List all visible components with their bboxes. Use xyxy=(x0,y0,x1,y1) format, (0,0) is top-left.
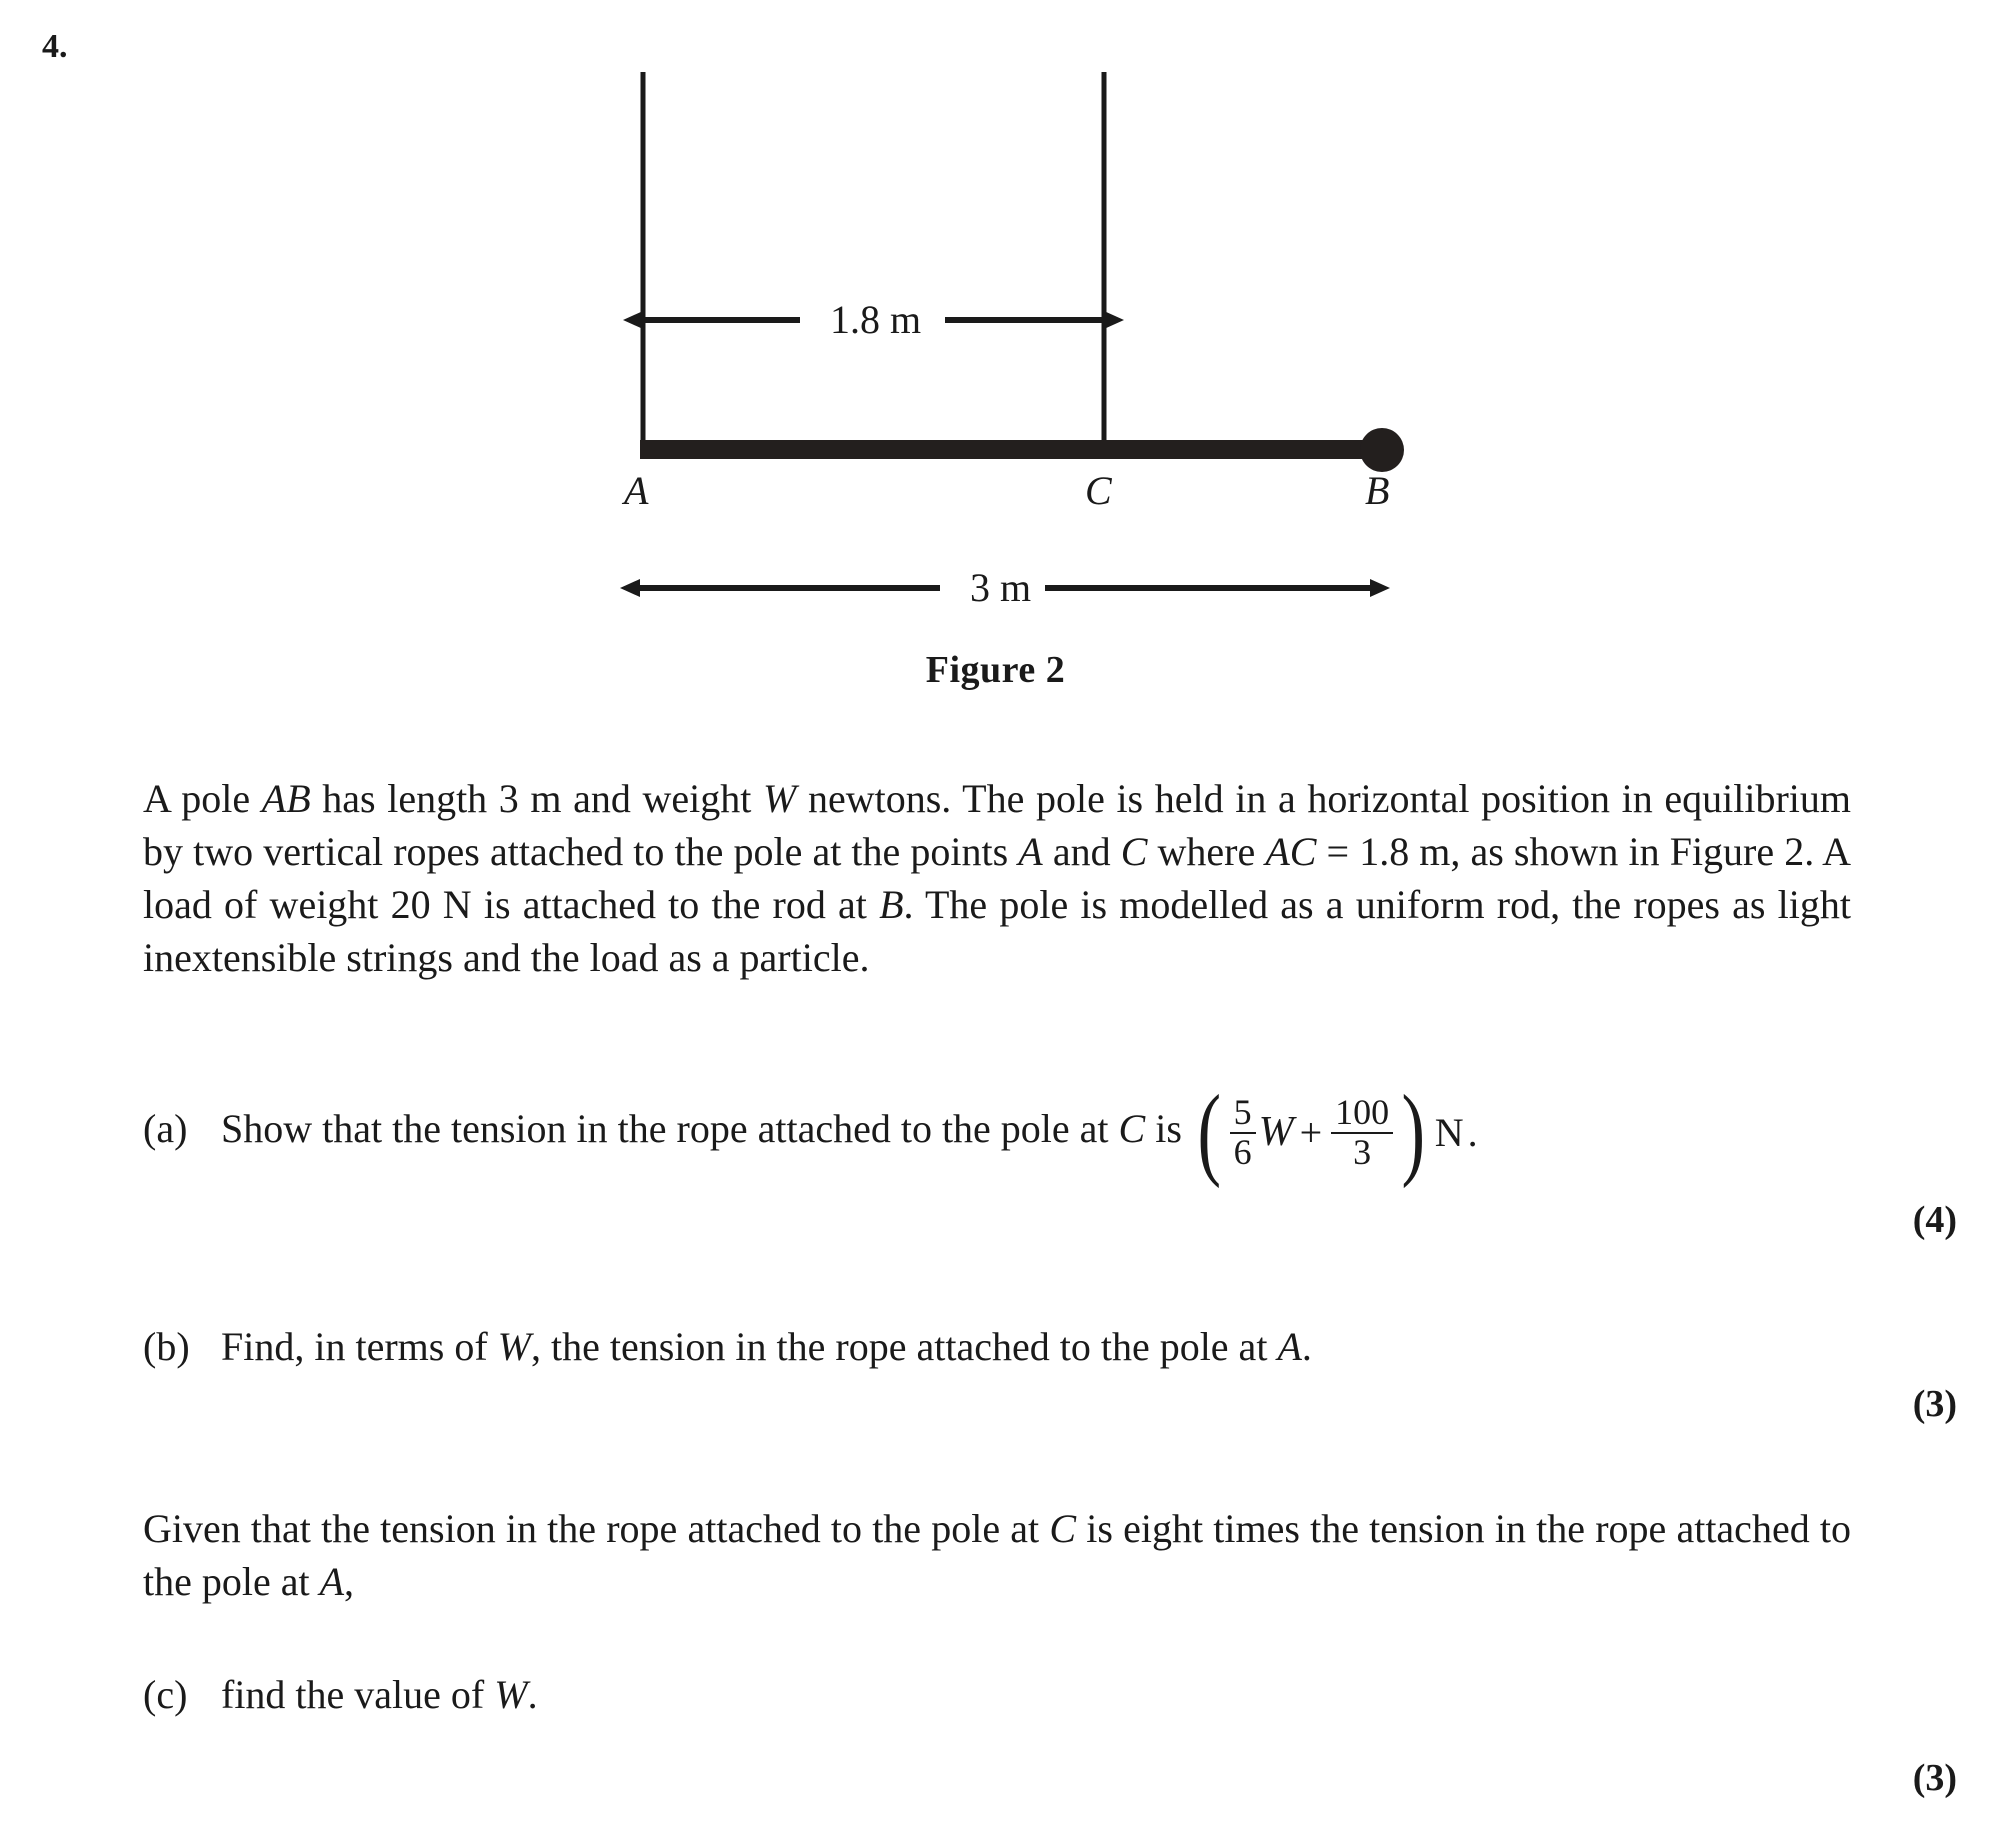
rod-ab xyxy=(640,440,1380,459)
formula-unit-newtons: N xyxy=(1434,1110,1464,1156)
part-c-label: (c) xyxy=(143,1672,188,1717)
point-label-a: A xyxy=(624,468,649,513)
stem-text-6: = 1.8 m, as shown in Figure 2. A load of weight 20 N is attached to the rod at xyxy=(143,829,1852,927)
formula-close-paren: ) xyxy=(1401,1074,1426,1190)
part-a-marks: (4) xyxy=(1912,1199,1957,1241)
fraction-denominator: 3 xyxy=(1331,1132,1393,1172)
part-b-var-a: A xyxy=(1277,1324,1302,1369)
part-c-row xyxy=(143,1668,1903,1721)
formula-open-paren: ( xyxy=(1197,1074,1222,1190)
part-c-text-2: . xyxy=(527,1672,538,1717)
part-b-text-3: . xyxy=(1301,1324,1312,1369)
dimension-label-ac: 1.8 m xyxy=(820,296,931,343)
stem-text-2: has length 3 m and weight xyxy=(310,776,763,821)
stem-text-1: A pole xyxy=(143,776,262,821)
stem-text-3: newtons. The pole is held in a horizontal position in equilibrium by two vertical ropes attached to the pole at the points xyxy=(143,776,1851,874)
fraction-hundred-thirds xyxy=(1331,1094,1393,1172)
question-number: 4. xyxy=(42,28,68,65)
point-label-b: B xyxy=(1365,468,1390,513)
given-var-c: C xyxy=(1049,1506,1077,1551)
stem-text-4: and xyxy=(1042,829,1121,874)
part-b-text-2: , the tension in the rope attached to the pole at xyxy=(531,1324,1278,1369)
part-a-text-2: is xyxy=(1145,1105,1182,1151)
part-b-text-1: Find, in terms of xyxy=(221,1324,498,1369)
question-stem-paragraph xyxy=(143,772,1851,984)
figure-2-diagram xyxy=(0,0,1991,720)
formula-var-w: W xyxy=(1258,1109,1294,1156)
tension-formula xyxy=(1192,1074,1478,1190)
given-text-1: Given that the tension in the rope attached to the pole at xyxy=(143,1506,1050,1551)
fraction-denominator: 6 xyxy=(1230,1132,1256,1172)
stem-text-7: . The pole is modelled as a uniform rod, the ropes as light inextensible strings and the load as a particle. xyxy=(143,882,1851,980)
part-c-var-w: W xyxy=(494,1672,528,1717)
given-condition-paragraph xyxy=(143,1502,1851,1608)
stem-var-w: W xyxy=(763,776,797,821)
stem-var-ac: AC xyxy=(1265,829,1317,874)
stem-var-ab: AB xyxy=(261,776,311,821)
stem-var-b: B xyxy=(879,882,904,927)
stem-var-a: A xyxy=(1018,829,1043,874)
part-b-label: (b) xyxy=(143,1324,190,1369)
formula-plus-operator: + xyxy=(1299,1110,1323,1156)
fraction-five-sixths xyxy=(1230,1094,1256,1172)
part-c-marks: (3) xyxy=(1912,1757,1957,1799)
figure-caption: Figure 2 xyxy=(925,649,1066,691)
fraction-numerator: 100 xyxy=(1335,1092,1390,1132)
part-a-var-c: C xyxy=(1118,1105,1146,1151)
figure-vector-graphic xyxy=(0,0,1991,660)
dimension-label-ab: 3 m xyxy=(960,564,1041,611)
part-b-var-w: W xyxy=(497,1324,531,1369)
part-a-label: (a) xyxy=(143,1105,188,1151)
part-a-text-1: Show that the tension in the rope attached to the pole at xyxy=(221,1105,1119,1151)
stem-text-5: where xyxy=(1147,829,1266,874)
given-text-2: is eight times the tension in the rope attached to the pole at xyxy=(143,1506,1851,1604)
given-var-a: A xyxy=(319,1559,345,1604)
load-particle-b xyxy=(1360,428,1404,472)
part-c-text-1: find the value of xyxy=(221,1672,495,1717)
part-b-marks: (3) xyxy=(1912,1383,1957,1425)
point-label-c: C xyxy=(1085,468,1112,513)
given-text-3: , xyxy=(344,1559,355,1604)
part-b-row xyxy=(143,1320,1903,1373)
fraction-numerator: 5 xyxy=(1233,1092,1252,1132)
stem-var-c: C xyxy=(1120,829,1148,874)
formula-period: . xyxy=(1467,1110,1478,1156)
part-a-row xyxy=(143,1074,1903,1190)
